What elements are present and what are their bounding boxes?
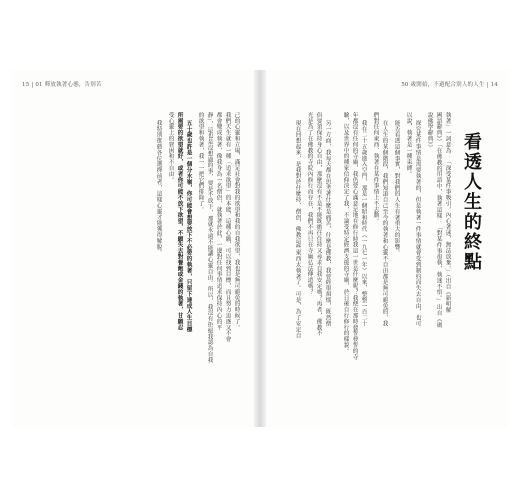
left-text-column: 的欲望和執著，我一一把它們排除了。 [197, 112, 204, 213]
right-text-column: 執著」一詞意為：「深受某件事吸引，內心著迷，無法放棄。」（出自《新明解 [444, 112, 451, 313]
right-text-column: 另一方面，我每天都在思考著什麼是痛苦，什麼是佛教，我曾經很煩惱，既然僧 [324, 120, 331, 327]
right-text-column: 我在二十五歲進入空門，那是一個昭和時代（一九七一年）以來，整整一百二十 [360, 120, 367, 327]
right-text-column: 國語辭典》）「在佛教的用語中，執著這樣：「對某件事很執，執迷不悟。」出自《廣 [435, 112, 442, 328]
left-text-column: 受心靈上的窘困和不自由。 [167, 112, 174, 183]
right-text-column: 現在回想起來，是我對於什麼持、僧侶，佛教這些東西太執著了。可是，為了安定自 [294, 120, 301, 339]
book-gutter [254, 70, 266, 427]
left-text-column: 都會變成執著，像我身為一名僧侶，就執著於此，一邊對任何事情追求保持內心的平 [215, 112, 222, 331]
left-text-column: 己的心靈和立場，滿足社會對我的欲望和我的自我欲望，我也是無可避免的時候了。 [233, 112, 240, 331]
right-text-column: 年都沒有任何的寺廟，我仍要心滿意足地在修行時我這一世是什麼呢？我便在那時發誓發誓的寺 [351, 112, 358, 360]
right-text-column: 們對任何東西、執著在某件事情上不去動。 [372, 112, 379, 225]
left-text-column: 我特別推薦各位選擇前者，這樣心靈才能獲得解脫。 [155, 120, 162, 256]
left-text-column: 我們天生就有一種「追求欲望」的本能，這種心願，可以找到目標，而且努力追逐又不會 [224, 112, 231, 343]
right-text-column: 探究某件事情是需要執著的，但是執著一件事情就會受到制約而失去自由，也可 [414, 120, 421, 327]
chapter-title: 看透人生的終點 [461, 132, 482, 272]
right-text-column: 能否看透這個事實，對我們的人生有著重大的影響。 [393, 120, 400, 256]
left-text-column: 靜」，這也是沒想過的事，要是不放下，那就永遠不能讓心靈自由。所以，我沒有拒絕我認為自我 [206, 112, 213, 363]
right-text-column: 以說，執著是一種束縛。 [405, 112, 412, 177]
left-text-column: 所需要的欲望就好，或者你可能不放下欲望，不願失去對餐飽或金錢的執著，甘願忍 [176, 112, 183, 331]
right-text-column: 光是為了在佛教的寺院內修行而存在，我們不再只在寺廟弘法傳道嗎？ [306, 112, 313, 295]
right-text-column: 驗，以及世界中的種家信仰決定了我，不論受特定經濟支援的寺廟，於日後自行修行的樣貌。 [342, 112, 349, 354]
left-running-header: 15 | 01 釋放執著心態，告別苦 [22, 82, 102, 88]
right-running-header: 50 歲開始，不過配合別人的人生 | 14 [401, 82, 498, 88]
right-text-column: 說佛學辭典》） [426, 112, 433, 151]
right-text-column: 在人生的某個階段，我們知道自己至今的執著和心靈不自由都是無可避免的，我 [381, 120, 388, 327]
left-text-column: 五十歲也許是一個分水嶺，你可能會想要放下不必要的執著，只留下達成人生目標 [185, 120, 192, 333]
right-text-column: 侶要須保持身心自由，那麼沒有不是不能既擔任住持又尋求自我安定嗎？再者，佛教不 [315, 112, 322, 337]
